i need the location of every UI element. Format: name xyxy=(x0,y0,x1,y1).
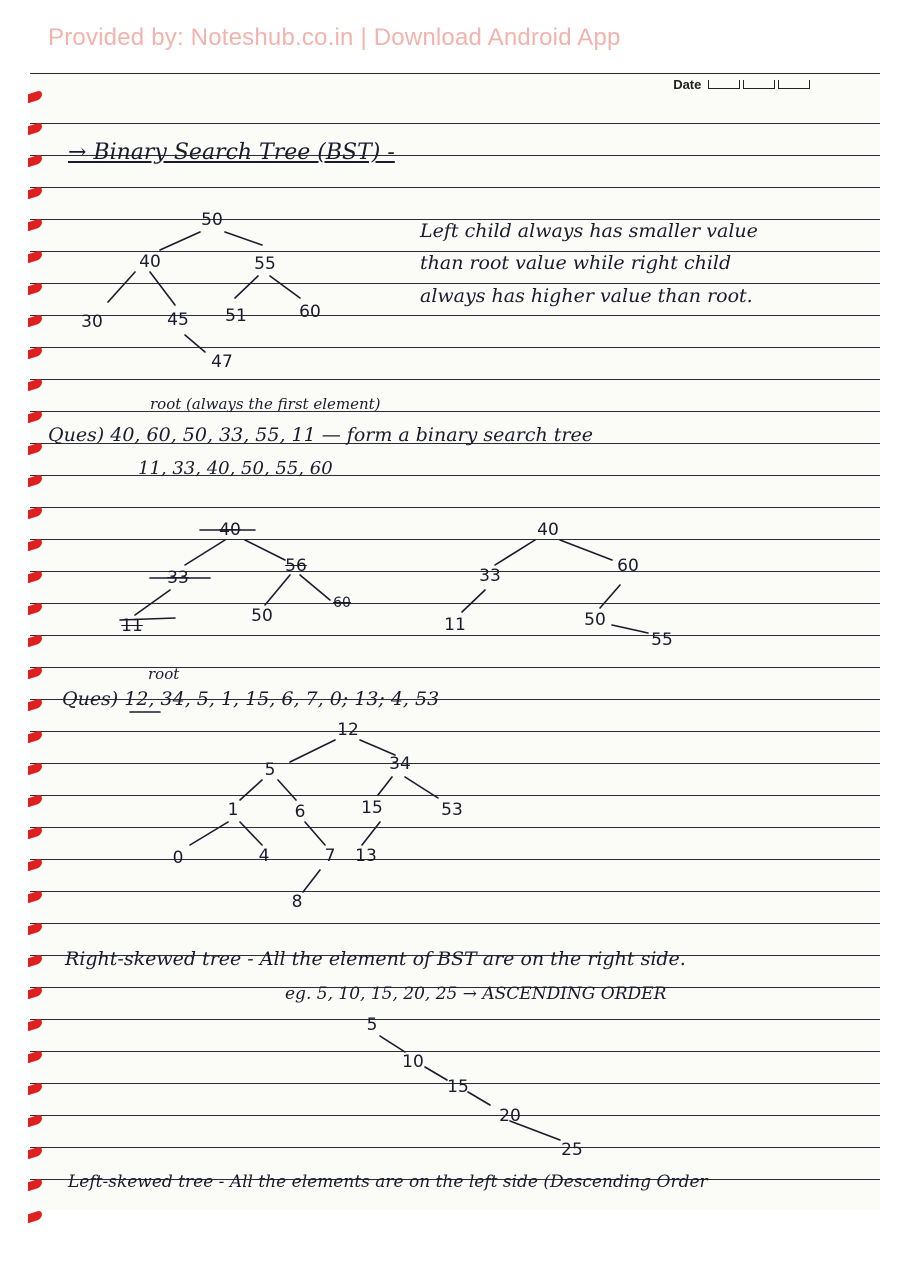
definition-line-1: Left child always has smaller value xyxy=(420,220,758,242)
definition-line-3: always has higher value than root. xyxy=(420,285,753,307)
tree2-node-40: 40 xyxy=(537,520,559,540)
tree3-node-13: 13 xyxy=(355,846,377,866)
tree2-draft-node-11: 11 xyxy=(121,616,143,636)
tree2-node-60: 60 xyxy=(617,556,639,576)
q1-root-note: root (always the first element) xyxy=(150,395,381,413)
tree2-draft-node-50: 50 xyxy=(251,606,273,626)
skew-node-25: 25 xyxy=(561,1140,583,1160)
page-title: → Binary Search Tree (BST) - xyxy=(68,140,395,165)
tree2-node-50: 50 xyxy=(584,610,606,630)
tree2-draft-node-60: 60 xyxy=(333,595,351,611)
tree1-node-50: 50 xyxy=(201,210,223,230)
tree2-draft-node-33: 33 xyxy=(167,568,189,588)
q1-question: Ques) 40, 60, 50, 33, 55, 11 — form a binary search tree xyxy=(48,424,593,446)
tree2-draft-node-56: 56 xyxy=(285,556,307,576)
tree3-node-5: 5 xyxy=(264,760,276,780)
tree1-node-47: 47 xyxy=(211,352,233,372)
left-skewed-definition: Left-skewed tree - All the elements are on the left side (Descending Order xyxy=(68,1172,708,1192)
right-skewed-example: eg. 5, 10, 15, 20, 25 → ASCENDING ORDER xyxy=(285,984,667,1004)
right-skewed-definition: Right-skewed tree - All the element of BST are on the right side. xyxy=(65,948,686,970)
tree1-node-40: 40 xyxy=(139,252,161,272)
tree3-node-12: 12 xyxy=(337,720,359,740)
tree2-node-11: 11 xyxy=(444,615,466,635)
q2-root-note: root xyxy=(148,665,180,683)
tree3-node-1: 1 xyxy=(227,800,239,820)
tree1-node-45: 45 xyxy=(167,310,189,330)
tree3-node-53: 53 xyxy=(441,800,463,820)
tree3-node-6: 6 xyxy=(294,802,306,822)
q1-sorted: 11, 33, 40, 50, 55, 60 xyxy=(138,458,333,479)
tree3-node-15: 15 xyxy=(361,798,383,818)
tree1-node-51: 51 xyxy=(225,306,247,326)
tree1-node-30: 30 xyxy=(81,312,103,332)
tree3-node-7: 7 xyxy=(324,846,336,866)
tree3-node-4: 4 xyxy=(258,846,270,866)
date-label: Date xyxy=(673,77,702,92)
tree3-node-34: 34 xyxy=(389,754,411,774)
tree1-node-60: 60 xyxy=(299,302,321,322)
skew-node-20: 20 xyxy=(499,1106,521,1126)
skew-node-5: 5 xyxy=(366,1015,378,1035)
tree3-node-8: 8 xyxy=(291,892,303,912)
definition-line-2: than root value while right child xyxy=(420,252,732,274)
tree2-node-33: 33 xyxy=(479,566,501,586)
skew-node-10: 10 xyxy=(402,1052,424,1072)
tree1-node-55: 55 xyxy=(254,254,276,274)
tree2-draft-node-40: 40 xyxy=(219,520,241,540)
tree2-node-55: 55 xyxy=(651,630,673,650)
skew-node-15: 15 xyxy=(447,1077,469,1097)
q2-question: Ques) 12, 34, 5, 1, 15, 6, 7, 0; 13; 4, 53 xyxy=(62,688,440,710)
tree3-node-0: 0 xyxy=(172,848,184,868)
watermark: Provided by: Noteshub.co.in | Download Android App xyxy=(48,24,621,51)
